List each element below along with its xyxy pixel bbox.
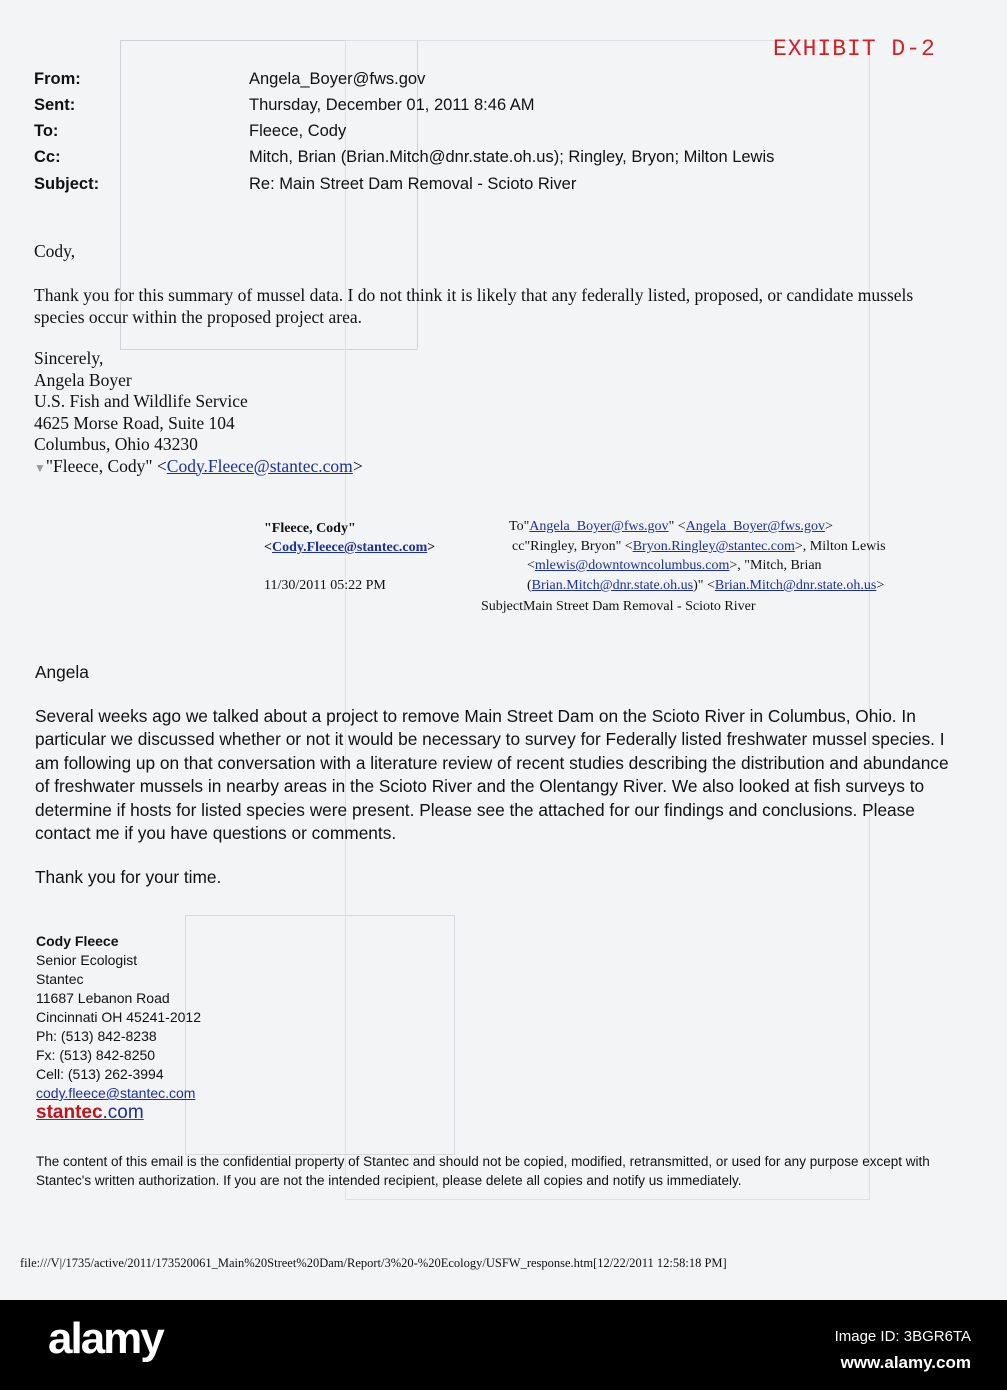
message-thanks: Thank you for your time. [35,866,222,887]
alamy-logo: alamy [48,1314,163,1363]
cc3-email-link[interactable]: Brian.Mitch@dnr.state.oh.us [714,578,877,593]
cc2-email-link[interactable]: mlewis@downtowncolumbus.com [534,558,730,573]
sender-signature [36,932,201,1122]
sig-name: Angela Boyer [34,369,132,390]
signature-cell: Cell: (513) 262-3994 [36,1066,164,1082]
image-id: Image ID: 3BGR6TA [834,1328,971,1345]
alamy-url: www.alamy.com [840,1353,971,1372]
cc1-name: "Ringley, Bryon" < [524,539,633,554]
cc-value: Mitch, Brian (Brian.Mitch@dnr.state.oh.us); Ringley, Bryon; Milton Lewis [249,148,775,166]
message-paragraph: Several weeks ago we talked about a project to remove Main Street Dam on the Scioto River in Columbus, Ohio. In particular we discussed whether or not it would be necessary to survey for Federally listed freshwater mussel species. I am following up on that conversation with a literature review of recent studies describing the distribution and abundance of freshwater mussels in nearby areas in the Scioto River and the Olentangy River. We also looked at fish surveys to determine if hosts for listed species were present. Please see the attached for our findings and conclusions. Please contact me if you have questions or comments. [35,705,949,843]
cc-label: Cc: [34,148,61,166]
cc-label: cc [512,539,525,554]
file-path-footer: file:///V|/1735/active/2011/173520061_Main%20Street%20Dam/Report/3%20-%20Ecology/USFW_response.htm[12/22/2011 12:58:18 PM] [20,1256,727,1270]
subject-label: Subject [481,599,523,614]
watermark-banner [0,1300,1007,1390]
cc2-name: >, Milton Lewis [794,539,886,554]
message-greeting: Angela [35,662,89,682]
subject-text: Main Street Dam Removal - Scioto River [523,599,756,614]
background-map-legend [185,915,455,1155]
signature-phone: Ph: (513) 842-8238 [36,1028,157,1044]
sig-org: U.S. Fish and Wildlife Service [34,391,248,411]
sent-label: Sent: [34,96,76,114]
to-label: To [509,519,524,534]
signature-company: Stantec [36,971,84,987]
signature-fax: Fx: (513) 842-8250 [36,1047,156,1063]
reply-greeting: Cody, [34,241,76,261]
from-value: Angela_Boyer@fws.gov [249,70,426,88]
from-label: From: [34,70,81,88]
reply-text: Thank you for this summary of mussel data. I do not think it is likely that any federally listed, proposed, or candidate mussels species occur within the proposed project area. [34,285,914,327]
signature-name: Cody Fleece [36,933,119,949]
signature-city: Cincinnati OH 45241-2012 [36,1009,201,1025]
sig-address: 4625 Morse Road, Suite 104 [34,412,235,433]
exhibit-label: EXHIBIT D-2 [773,36,936,62]
fwd-date: 11/30/2011 05:22 PM [264,578,386,593]
quoted-suffix: > [352,455,363,476]
quoted-prefix: "Fleece, Cody" < [45,455,167,476]
quoted-sender [34,456,363,480]
to-name-link[interactable]: Angela_Boyer@fws.gov [529,519,669,534]
signature-address: 11687 Lebanon Road [36,990,170,1006]
image-id-block [835,1324,971,1377]
signature-email-link[interactable]: cody.fleece@stantec.com [36,1085,196,1101]
collapse-triangle-icon[interactable]: ▼ [34,460,46,475]
fwd-cc-line2: <mlewis@downtowncolumbus.com>, "Mitch, Brian [527,558,822,573]
site-brand: stantec [36,1102,103,1123]
confidentiality-disclaimer: The content of this email is the confidential property of Stantec and should not be copied, modified, retransmitted, or used for any purpose except with Stantec's written authorization. If you are not the intended recipient, please delete all copies and notify us immediately. [36,1154,930,1188]
sig-city: Columbus, Ohio 43230 [34,434,198,454]
closing: Sincerely, [34,348,104,368]
cc3-name: >, "Mitch, Brian [729,558,822,573]
to-email-link[interactable]: Angela_Boyer@fws.gov [685,519,825,534]
to-value: Fleece, Cody [249,122,347,140]
signature-title: Senior Ecologist [36,952,138,968]
reply-body [34,240,964,350]
subject-label: Subject: [34,175,100,193]
cc3-inner-link[interactable]: Brian.Mitch@dnr.state.oh.us [531,578,694,593]
fwd-cc-line3: (Brian.Mitch@dnr.state.oh.us)" <Brian.Mitch@dnr.state.oh.us> [527,578,885,593]
fwd-sender-name: "Fleece, Cody" [264,521,356,536]
sent-value: Thursday, December 01, 2011 8:46 AM [249,96,535,114]
message-body [35,661,965,909]
fwd-sender: <Cody.Fleece@stantec.com> [264,540,436,555]
fwd-cc [512,537,886,557]
fwd-to: To"Angela_Boyer@fws.gov" <Angela_Boyer@fws.gov> [509,519,833,534]
quoted-email-link[interactable]: Cody.Fleece@stantec.com [166,455,353,476]
stantec-website-link[interactable] [36,1103,201,1122]
to-label: To: [34,122,59,140]
subject-value: Re: Main Street Dam Removal - Scioto River [249,175,577,193]
reply-signature [34,348,363,479]
site-tld: .com [102,1102,144,1123]
cc1-email-link[interactable]: Bryon.Ringley@stantec.com [632,539,795,554]
fwd-subject [481,597,756,617]
fwd-sender-email[interactable]: Cody.Fleece@stantec.com [271,540,428,555]
